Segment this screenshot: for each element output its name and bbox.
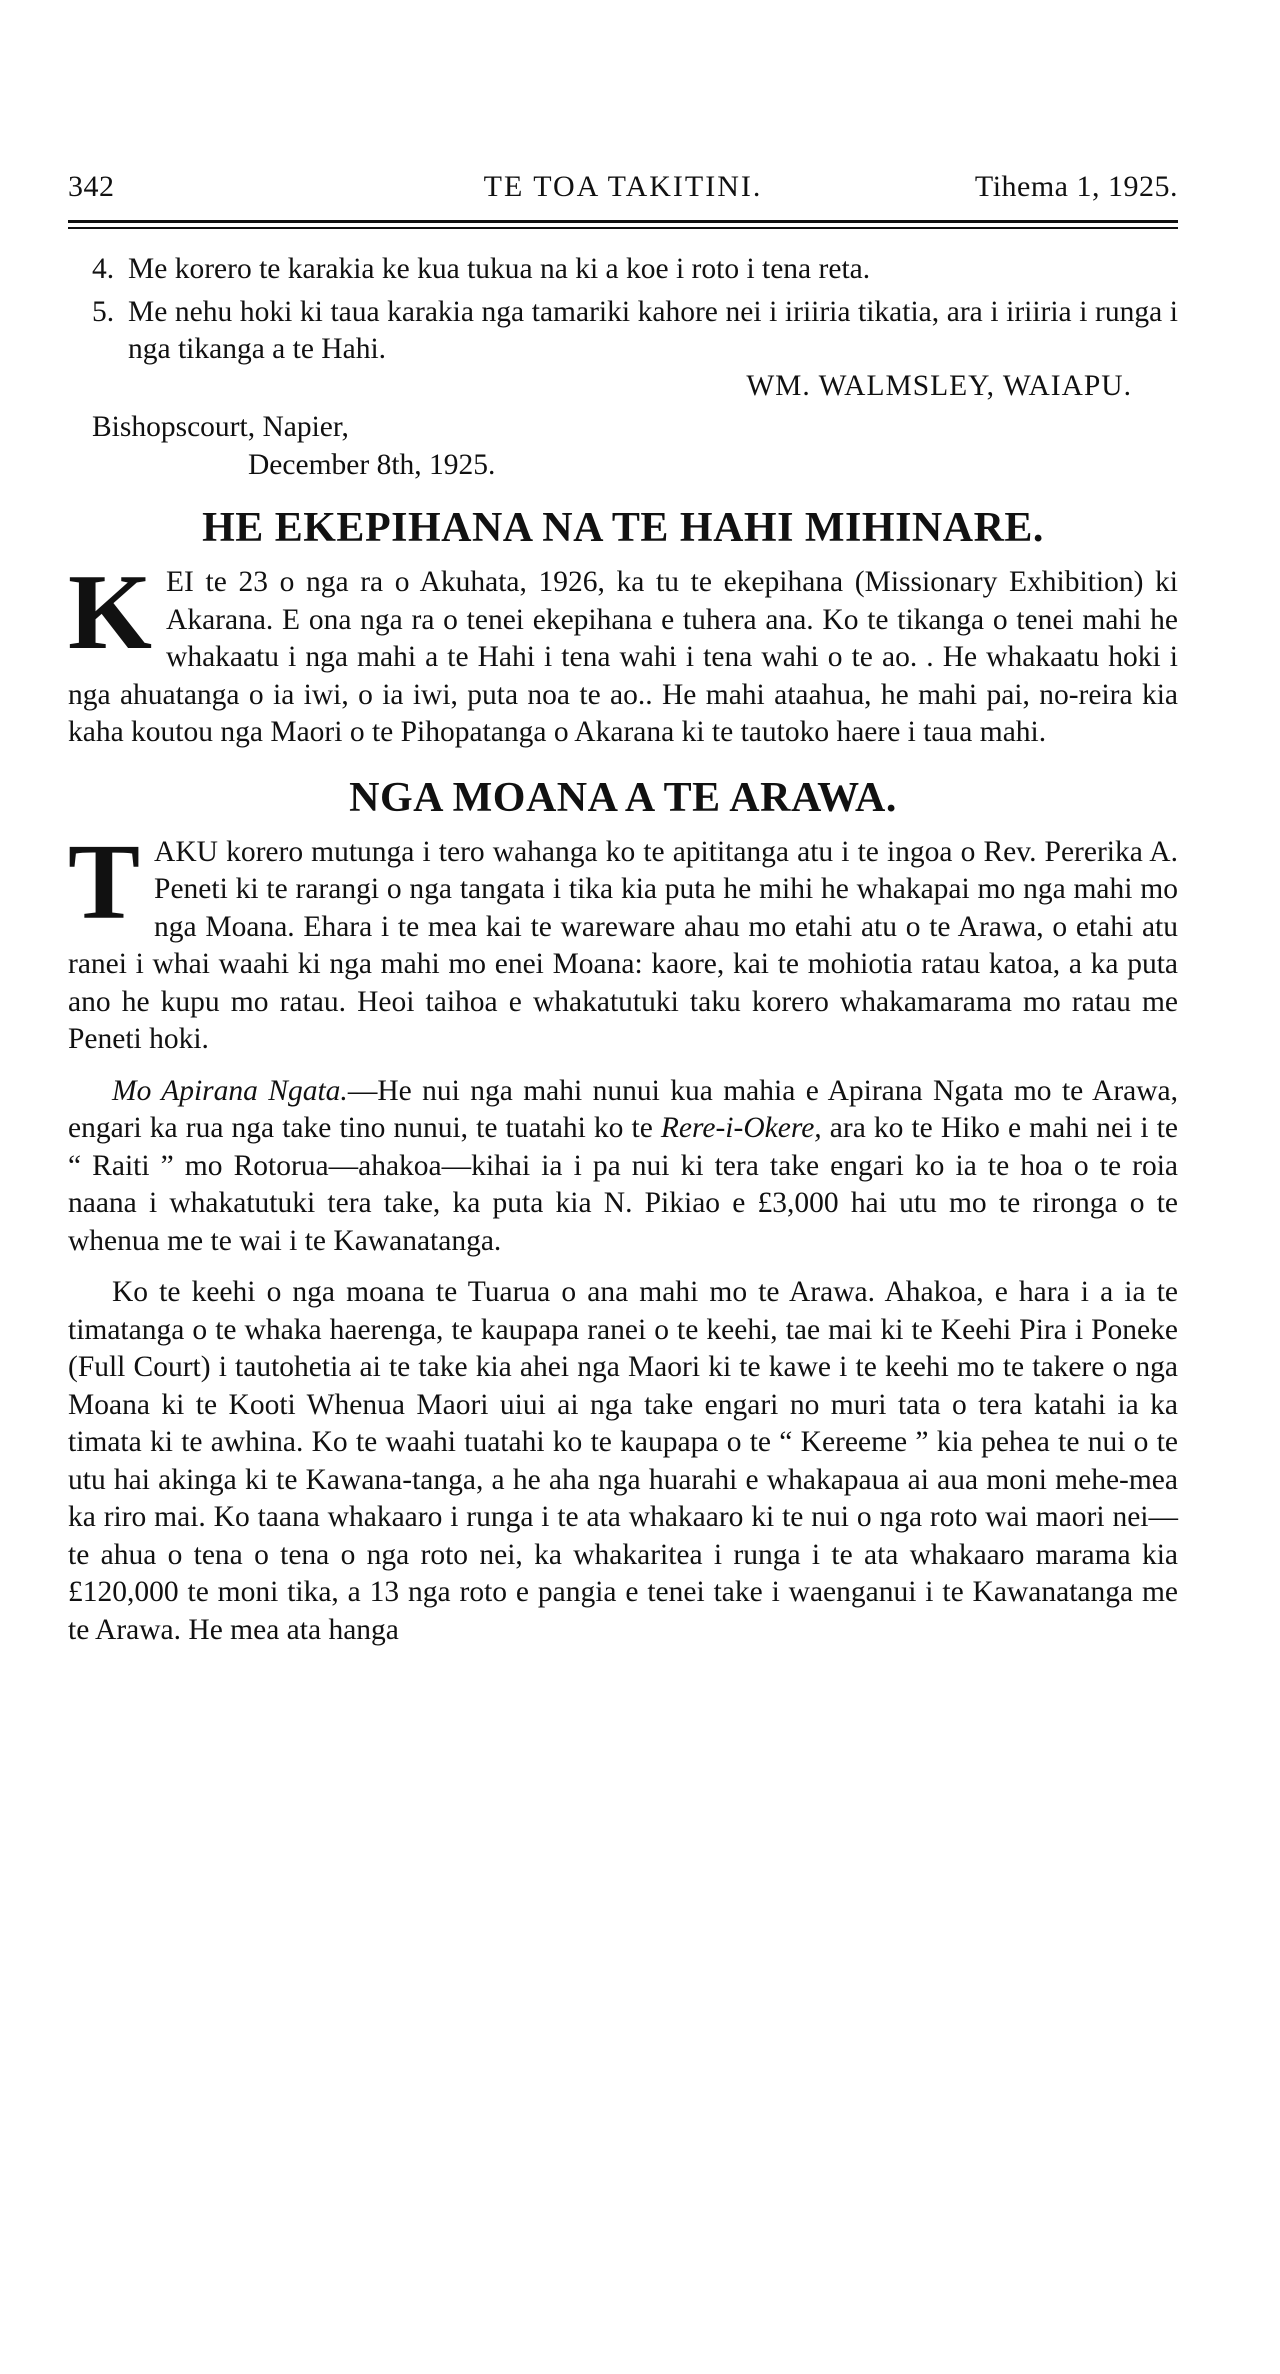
- running-head: [68, 170, 1178, 214]
- drop-cap: K: [68, 553, 153, 672]
- header-rule: [68, 220, 1178, 223]
- item-number: 5.: [92, 296, 115, 328]
- header-rule-secondary: [68, 227, 1178, 229]
- page: [68, 170, 1178, 1649]
- article-heading-moana: NGA MOANA A TE ARAWA.: [349, 774, 897, 821]
- article-body-moana: [68, 822, 1178, 1059]
- paragraph-text: —He nui nga mahi nunui kua mahia e Apirana Ngata mo te Arawa, engari ka rua nga take tino nunui, te tuatahi ko te: [68, 1074, 1179, 1144]
- item-text: Me korero te karakia ke kua tukua na ki a koe i roto i tena reta.: [128, 253, 871, 285]
- article-heading-exhibition: HE EKEPIHANA NA TE HAHI MIHINARE.: [202, 505, 1044, 551]
- publication-title: TE TOA TAKITINI.: [483, 170, 763, 203]
- address-line: Bishopscourt, Napier,: [92, 411, 349, 443]
- lead-word: EI: [166, 566, 194, 598]
- page-number: 342: [68, 170, 115, 203]
- drop-cap: T: [68, 822, 141, 942]
- letter-item-5: [68, 294, 1178, 368]
- address-date: December 8th, 1925.: [248, 449, 496, 481]
- article-body-exhibition: [68, 553, 1178, 752]
- lead-word: AKU: [154, 835, 218, 868]
- italic-term: Rere-i-Okere,: [660, 1112, 822, 1144]
- paragraph-apirana-ngata: [68, 1073, 1178, 1261]
- signature: WM. WALMSLEY, WAIAPU.: [746, 370, 1132, 402]
- issue-date: Tihema 1, 1925.: [974, 170, 1178, 203]
- item-text: Me nehu hoki ki taua karakia nga tamariki kahore nei i iriiria tikatia, ara i iriiria i runga i nga tikanga a te Hahi.: [128, 296, 1178, 365]
- address-block: [68, 408, 1178, 484]
- letter-item-4: [68, 251, 1178, 288]
- paragraph-text: korero mutunga i tero wahanga ko te apititanga atu i te ingoa o Rev. Pererika A. Peneti ki te rarangi o nga tangata i tika kia puta he mihi he whakapai mo nga mahi mo nga Moana. Ehara i te mea kai te wareware ahau mo etahi atu o te Arawa, o etahi atu ranei i whai waahi ki nga mahi mo enei Moana: kaore, kai te mohiotia ratau katoa, a ka puta ano he kupu mo ratau. Heoi taihoa e whakatutuki taku korero whakamarama mo ratau me Peneti hoki.: [68, 835, 1178, 1055]
- section-label: Mo Apirana Ngata.: [112, 1074, 348, 1107]
- paragraph-keehi: Ko te keehi o nga moana te Tuarua o ana mahi mo te Arawa. Ahakoa, e hara i a ia te timatanga o te whaka haerenga, te kaupapa ranei o te keehi, tae mai ki te Keehi Pira i Poneke (Full Court) i tautohetia ai te take kia ahei nga Maori ki te kawe i te keehi mo te takere o nga Moana ki te Kooti Whenua Maori uiui ai nga take engari no muri tata o tera katahi ia ka timata ki te awhina. Ko te waahi tuatahi ko te kaupapa o te “ Kereeme ” kia pehea te nui o te utu hai akinga ki te Kawana-tanga, a he aha nga huarahi e whakapaua ai aua moni mehe-mea ka riro mai. Ko taana whakaaro i runga i te ata whakaaro ki te nui o nga roto wai maori nei—te ahua o tena o tena o nga roto nei, ka whakaritea i runga i te ata whakaaro marama kia £120,000 te moni tika, a 13 nga roto e pangia e tenei take i waenganui i te Kawanatanga me te Arawa. He mea ata hanga: [68, 1276, 1178, 1646]
- item-number: 4.: [92, 253, 115, 285]
- paragraph-text: ara ko te Hiko e mahi nei i te “ Raiti ” mo Rotorua—ahakoa—kihai ia i pa nui ki tera take engari ko ia te hoa o te roia naana i whakatutuki tera take, ka puta kia N. Pikiao e £3,000 hai utu mo te rironga o te whenua me te wai i te Kawanatanga.: [68, 1112, 1178, 1257]
- paragraph-text: te 23 o nga ra o Akuhata, 1926, ka tu te ekepihana (Missionary Exhibition) ki Akarana. E ona nga ra o tenei ekepihana e tuhera ana. Ko te tikanga o tenei mahi he whakaatu i nga mahi a te Hahi i tena wahi i tena wahi o te ao. . He whakaatu hoki i nga ahuatanga o ia iwi, o ia iwi, puta noa te ao.. He mahi ataahua, he mahi pai, no-reira kia kaha koutou nga Maori o te Pihopatanga o Akarana ki te tautoko haere i taua mahi.: [68, 566, 1178, 748]
